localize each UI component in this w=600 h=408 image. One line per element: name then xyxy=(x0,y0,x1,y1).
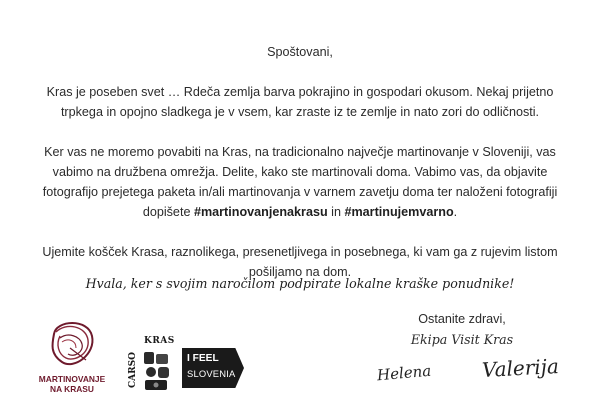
stone-figures-icon xyxy=(142,348,172,392)
paragraph-2-line-3: fotografijo prejetega paketa in/ali martinovanja v varnem zavetju doma ter naloženi fotografiji xyxy=(42,185,558,199)
signature-valerija: Valerija xyxy=(481,354,560,382)
paragraph-3-line-2: pošiljamo na dom. xyxy=(248,265,352,279)
paragraph-2-line-4 xyxy=(0,202,600,222)
carso-kras-logo xyxy=(128,336,175,396)
martinovanje-logo-line-2: NA KRASU xyxy=(50,384,94,394)
slovenia-logo-line-1: I FEEL xyxy=(187,353,219,364)
slovenia-logo-line-2: SLOVENIA xyxy=(187,368,236,379)
martinovanje-logo xyxy=(26,318,118,398)
carso-kras-logo-kras: KRAS xyxy=(144,336,175,346)
hashtag-martinujemvarno: #martinujemvarno xyxy=(344,205,454,219)
team-signature: Ekipa Visit Kras xyxy=(410,332,514,347)
hashtag-martinovanjenakrasu: #martinovanjenakrasu xyxy=(193,205,328,219)
text-before-hashtag: dopišete xyxy=(142,205,194,219)
paragraph-2-line-1: Ker vas ne moremo povabiti na Kras, na tradicionalno največje martinovanje v Sloveniji, vas xyxy=(44,145,556,159)
greeting: Spoštovani, xyxy=(267,45,333,59)
martinovanje-logo-line-1: MARTINOVANJE xyxy=(38,374,106,384)
signature-helena: Helena xyxy=(376,361,432,385)
thanks-line: Hvala, ker s svojim naročilom podpirate lokalne kraške ponudnike! xyxy=(85,276,515,291)
closing-line: Ostanite zdravi, xyxy=(418,312,506,326)
text-after-hashtag: . xyxy=(453,205,458,219)
paragraph-1-line-2: trpkega in opojno sladkega je v vsem, kar zraste iz te zemlje in nato zori do odličnosti. xyxy=(60,105,540,119)
paragraph-2-line-2: vabimo na družbena omrežja. Delite, kako ste martinovali doma. Vabimo vas, da objavite xyxy=(52,165,548,179)
text-between-hashtags: in xyxy=(327,205,345,219)
paragraph-1-line-1: Kras je poseben svet … Rdeča zemlja barva pokrajino in gospodari okusom. Nekaj prijetno xyxy=(46,85,554,99)
carso-kras-logo-carso: CARSO xyxy=(128,352,138,388)
wine-leaf-icon xyxy=(26,318,118,372)
paragraph-3-line-1: Ujemite košček Krasa, raznolikega, presenetljivega in posebnega, ki vam ga z rujevim listom xyxy=(42,245,558,259)
i-feel-slovenia-logo xyxy=(182,348,244,388)
